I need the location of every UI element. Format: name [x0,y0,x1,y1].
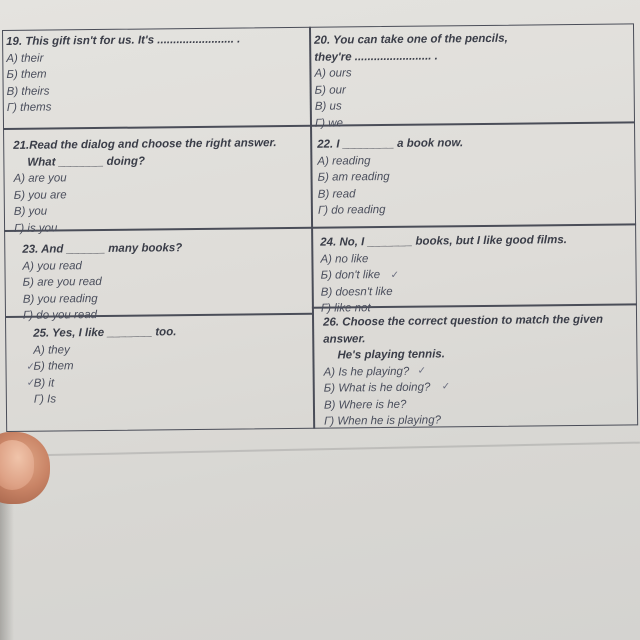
question-25 [26,324,177,408]
question-text-line-2: answer. [323,332,366,346]
question-26 [323,312,604,430]
handwritten-check-mark: ✓ [390,269,400,281]
option-a: A) ours [314,67,352,80]
question-text: 19. This gift isn't for us. It's ........................ . [6,33,241,48]
question-23 [22,240,183,324]
option-b: Б) are you read [22,275,102,289]
question-22 [317,135,464,219]
option-c: В) us [314,100,342,113]
option-a: A) their [6,52,44,65]
option-b: Б) am reading [317,170,390,184]
option-c: В) read [317,187,356,201]
question-text: 22. I ________ a book now. [317,137,464,151]
question-text: 24. No, I _______ books, but I like good films. [320,234,567,249]
option-d: Г) do reading [317,203,386,217]
option-c: В) it [33,376,55,390]
question-21 [13,135,277,237]
question-text: 25. Yes, I like _______ too. [33,326,177,340]
option-c: В) theirs [6,85,50,98]
question-text-line-2: What _______ doing? [27,155,146,169]
option-b: Б) you are [13,188,67,202]
option-b: Б) What is he doing? [323,381,431,395]
question-text-line-1: 21.Read the dialog and choose the right answer. [13,137,277,152]
option-a: A) they [33,343,70,357]
option-d: Г) we [314,116,344,130]
option-d: Г) like not [320,302,371,315]
question-19 [6,32,241,117]
question-text-line-1: 26. Choose the correct question to match the given [323,313,604,329]
option-a: A) no like [320,252,369,266]
option-a: A) Is he playing? [323,365,410,379]
option-d: Г) do you read [22,309,98,322]
handwritten-check-mark: ✓ [26,377,36,389]
option-b: Б) our [314,83,346,97]
handwritten-check-mark: ✓ [417,365,427,377]
option-b: Б) them [33,360,74,373]
question-text-line-1: 20. You can take one of the pencils, [314,32,508,47]
handwritten-check-mark: ✓ [26,361,35,373]
option-d: Г) When he is playing? [324,414,442,428]
option-d: Г) thems [6,101,52,114]
worksheet [2,23,640,440]
option-a: A) are you [13,172,67,185]
option-c: В) you [13,205,48,218]
option-a: A) you read [22,259,82,273]
question-24 [320,232,568,317]
option-c: В) Where is he? [323,398,407,412]
question-20 [314,31,509,132]
question-text: 23. And ______ many books? [22,242,183,256]
given-answer: He's playing tennis. [337,348,446,362]
option-d: Г) Is [33,393,57,406]
option-c: В) doesn't like [320,285,393,299]
edge-shadow [0,500,14,640]
option-d: Г) is you [14,221,58,235]
option-a: A) reading [317,154,371,168]
option-c: В) you reading [22,292,98,306]
question-text-line-2: they're ........................ . [314,49,438,64]
option-b: Б) don't like [320,269,381,282]
option-b: Б) them [6,68,47,81]
handwritten-check-mark: ✓ [441,381,451,393]
